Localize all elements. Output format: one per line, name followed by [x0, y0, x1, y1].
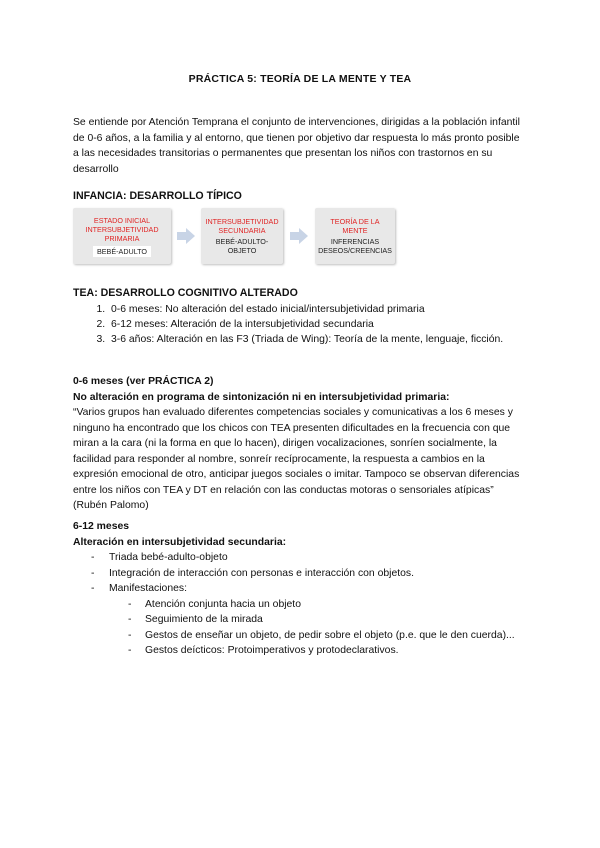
development-diagram	[73, 208, 453, 266]
box3-label: TEORÍA DE LA MENTE	[330, 217, 380, 235]
list-item: 1. 0-6 meses: No alteración del estado inicial/intersubjetividad primaria	[108, 302, 548, 317]
diagram-box-estado-inicial	[73, 208, 171, 264]
tea-list	[73, 302, 548, 347]
list-item: - Gestos de enseñar un objeto, de pedir sobre el objeto (p.e. que le den cuerda)...	[73, 628, 525, 644]
box1-label-2: INTERSUBJETIVIDAD PRIMARIA	[85, 224, 159, 243]
list-item: 3. 3-6 años: Alteración en las F3 (Triada de Wing): Teoría de la mente, lenguaje, ficción.	[108, 332, 548, 347]
arrow-right-icon	[290, 228, 308, 244]
section-0-6-subheading: No alteración en programa de sintonización ni en intersubjetividad primaria:	[73, 391, 450, 403]
section-0-6-meses	[73, 374, 525, 514]
box1-caption: BEBÉ-ADULTO	[93, 246, 151, 257]
page-title: PRÁCTICA 5: TEORÍA DE LA MENTE Y TEA	[188, 73, 412, 85]
infancia-heading: INFANCIA: DESARROLLO TÍPICO	[73, 190, 242, 202]
quote-paragraph: “Varios grupos han evaluado diferentes competencias sociales y comunicativas a los 6 meses y ninguno ha encontrado que los chicos con TEA presenten dificultades en la frecuencia con que miran a la cara (ni la forma en que lo hacen), dirigen vocalizaciones, sonríen socialmente, la facilidad para responder al nombre, sonreír recíprocamente, la respuesta a cambios en la expresión emocional de otro, anticipar juegos sociales o imitar. Tampoco se observan diferencias entre los niños con TEA y DT en relación con las conductas motoras o sensoriales atípicas” (Rubén Palomo)	[73, 407, 520, 511]
box3-caption: INFERENCIAS DESEOS/CREENCIAS	[318, 237, 392, 255]
manifestation-list	[73, 550, 525, 597]
box2-label: INTERSUBJETIVIDAD SECUNDARIA	[205, 217, 279, 235]
list-item: - Seguimiento de la mirada	[73, 612, 525, 628]
box1-label-1: ESTADO INICIAL	[93, 215, 151, 225]
list-item: - Gestos deícticos: Protoimperativos y protodeclarativos.	[73, 643, 525, 659]
intro-paragraph: Se entiende por Atención Temprana el conjunto de intervenciones, dirigidas a la población infantil de 0-6 años, a la familia y al entorno, que tienen por objetivo dar respuesta lo más pronto posible a las necesidades transitorias o permanentes que presentan los niños con trastornos en su desarrollo	[73, 117, 520, 175]
section-6-12-subheading: Alteración en intersubjetividad secundaria:	[73, 536, 287, 548]
tea-heading: TEA: DESARROLLO COGNITIVO ALTERADO	[73, 287, 298, 299]
list-item: - Manifestaciones:	[73, 581, 525, 597]
list-item: - Atención conjunta hacia un objeto	[73, 597, 525, 613]
manifestation-sublist	[73, 597, 525, 659]
box2-caption: BEBÉ-ADULTO-OBJETO	[215, 237, 269, 255]
section-6-12-meses	[73, 519, 525, 659]
section-6-12-heading: 6-12 meses	[73, 521, 130, 532]
list-item: - Triada bebé-adulto-objeto	[73, 550, 525, 566]
section-0-6-heading: 0-6 meses (ver PRÁCTICA 2)	[73, 376, 214, 387]
list-item: 2. 6-12 meses: Alteración de la intersubjetividad secundaria	[108, 317, 548, 332]
arrow-right-icon	[177, 228, 195, 244]
list-item: - Integración de interacción con personas e interacción con objetos.	[73, 566, 525, 582]
diagram-box-intersubjetividad-secundaria	[201, 208, 283, 264]
diagram-box-teoria-de-la-mente	[315, 208, 395, 264]
